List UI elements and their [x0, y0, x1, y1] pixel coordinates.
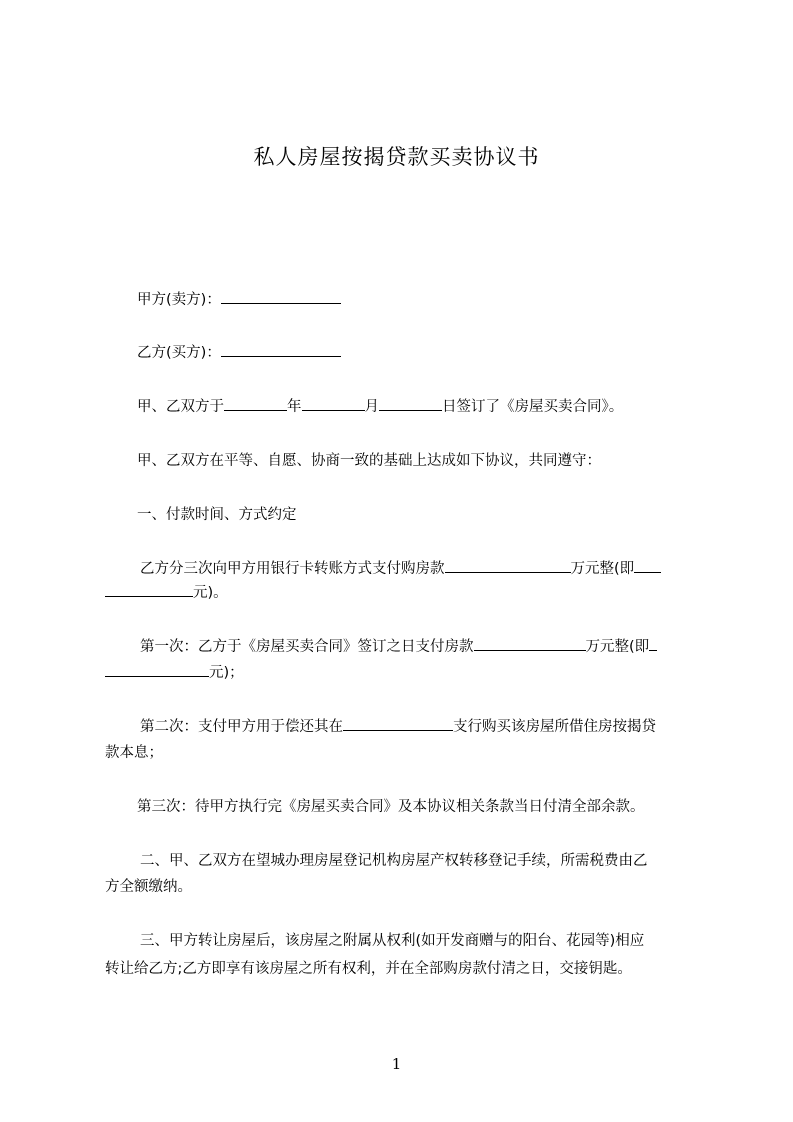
second-payment-line1-suffix: 支行购买该房屋所借住房按揭贷 — [453, 719, 656, 735]
document-title: 私人房屋按揭贷款买卖协议书 — [253, 145, 540, 169]
page-number: 1 — [391, 1055, 402, 1073]
section2-line2: 方全额缴纳。 — [105, 879, 192, 895]
payment-summary-line1 — [140, 556, 736, 583]
signing-date-line — [137, 394, 733, 421]
payment-summary-line2 — [105, 580, 701, 607]
party-b-line — [137, 340, 733, 367]
first-payment-suffix: 元)； — [209, 665, 244, 681]
party-b-label: 乙方(买方)： — [137, 345, 221, 361]
payment-summary-suffix: 元)。 — [193, 585, 228, 601]
section3-line2: 转让给乙方;乙方即享有该房屋之所有权利，并在全部购房款付清之日，交接钥匙。 — [105, 961, 632, 977]
second-payment-line1 — [140, 714, 736, 741]
day-blank — [379, 396, 442, 411]
first-payment-mid: 万元整(即 — [585, 639, 650, 655]
total-amount-blank — [445, 558, 571, 573]
bank-branch-blank — [343, 716, 453, 731]
party-a-blank — [221, 289, 341, 304]
third-payment-line: 第三次：待甲方执行完《房屋买卖合同》及本协议相关条款当日付清全部余款。 — [137, 799, 645, 815]
section1-heading: 一、付款时间、方式约定 — [137, 507, 297, 523]
year-label: 年 — [287, 399, 302, 415]
day-suffix: 日签订了《房屋买卖合同》。 — [442, 399, 624, 415]
month-blank — [302, 396, 365, 411]
section3-line1: 三、甲方转让房屋后，该房屋之附属从权利(如开发商赠与的阳台、花园等)相应 — [140, 933, 645, 949]
first-payment-line2 — [105, 660, 701, 687]
party-b-blank — [221, 342, 341, 357]
payment-summary-mid: 万元整(即 — [570, 561, 635, 577]
second-payment-prefix: 第二次：支付甲方用于偿还其在 — [140, 719, 343, 735]
payment-summary-prefix: 乙方分三次向甲方用银行卡转账方式支付购房款 — [140, 561, 445, 577]
first-amount-blank — [474, 636, 586, 651]
party-a-line — [137, 287, 733, 314]
agreement-intro: 甲、乙双方在平等、自愿、协商一致的基础上达成如下协议，共同遵守： — [137, 453, 601, 469]
first-yuan-blank-b — [105, 662, 209, 677]
second-payment-line2: 款本息； — [105, 745, 163, 761]
total-yuan-blank-a — [634, 558, 661, 573]
year-blank — [224, 396, 287, 411]
month-label: 月 — [364, 399, 379, 415]
first-payment-prefix: 第一次：乙方于《房屋买卖合同》签订之日支付房款 — [140, 639, 474, 655]
total-yuan-blank-b — [105, 582, 193, 597]
section2-line1: 二、甲、乙双方在望城办理房屋登记机构房屋产权转移登记手续，所需税费由乙 — [140, 853, 648, 869]
party-a-label: 甲方(卖方)： — [137, 292, 221, 308]
first-payment-line1 — [140, 634, 736, 661]
first-yuan-blank-a — [649, 636, 657, 651]
signing-prefix: 甲、乙双方于 — [137, 399, 224, 415]
